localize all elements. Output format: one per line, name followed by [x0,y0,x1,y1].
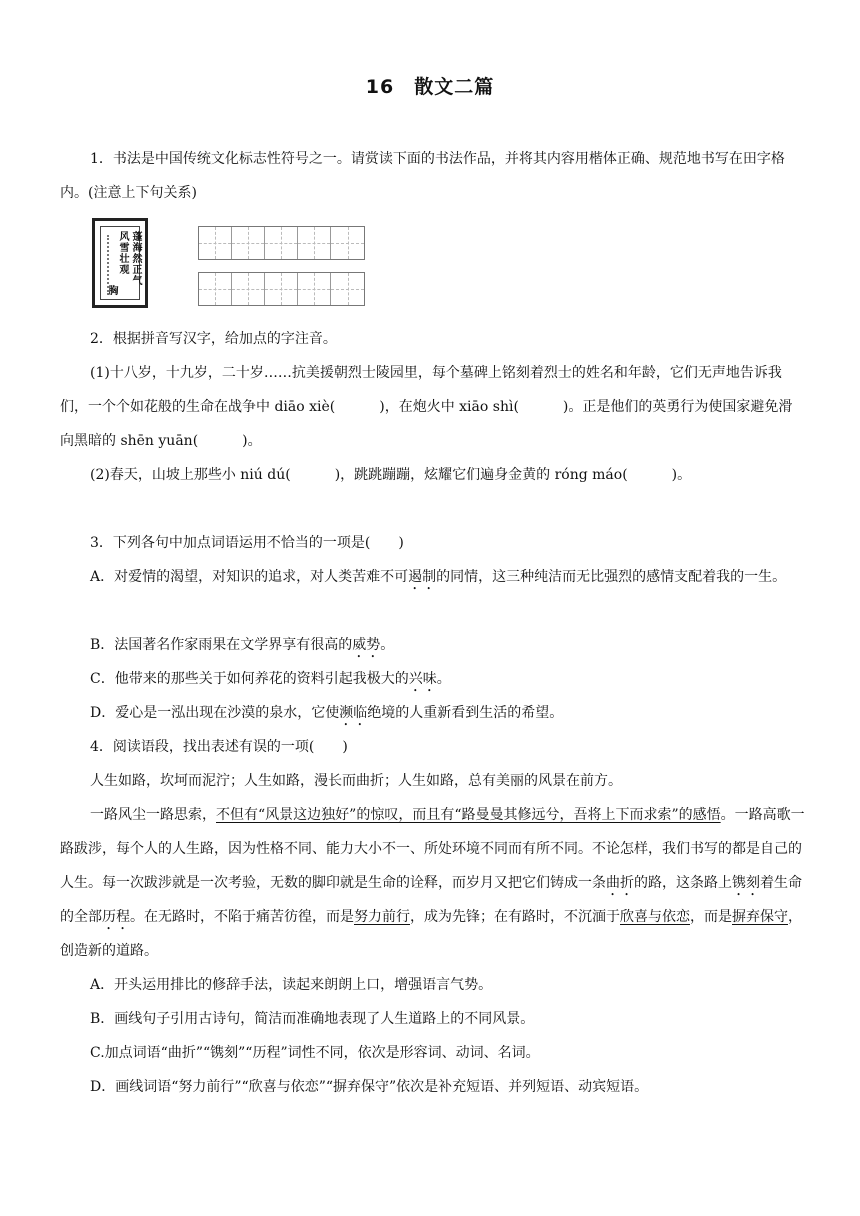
calligraphy-image [92,218,148,308]
dotted-word: 镌刻 [732,875,760,891]
underlined-sentence: 不但有“风景这边独好”的惊叹，而且有“路曼曼其修远兮，吾将上下而求索”的感悟 [216,807,721,823]
page-title: 16 散文二篇 [365,76,495,98]
passage-text: 一路风尘一路思索， [90,807,216,823]
question-1-stem: 1．书法是中国传统文化标志性符号之一。请赏读下面的书法作品，并将其内容用楷体正确、规范地书写在田字格内。(注意上下句关系) [60,151,785,201]
passage-text: ，成为先锋；在有路时，不沉湎于 [410,909,620,925]
question-3-option-d [60,696,805,730]
question-4-stem: 4．阅读语段，找出表述有误的一项( ) [90,739,348,755]
calligraphy-column-right: 蓬海然正气 [130,231,141,286]
q2-p1-text-d: )。 [242,433,262,449]
q3-d-text: D．爱心是一泓出现在沙漠的泉水，它使 [90,705,340,721]
tianzige-cell[interactable] [331,273,364,305]
calligraphy-column-middle: 风雪壮观 [117,231,128,275]
tianzige-cell[interactable] [199,227,232,259]
tianzige-cell[interactable] [232,227,265,259]
passage-text: 。一路高歌一路跋涉，每个人的人生路，因为性格不同、能力大小不一、所处环境不同而有所不同。不论怎样，我们书写的都是自己的人生。每一次跋涉就是一次考验，无数的脚印就是生命的诠释，而岁月又把它们铸成一条 [60,807,805,891]
question-1-text [60,142,805,210]
question-4-option-c: C.加点词语“曲折”“镌刻”“历程”词性不同，依次是形容词、动词、名词。 [90,1045,540,1061]
q3-c-text: C．他带来的那些关于如何养花的资料引起我极大的 [90,671,409,687]
q2-p2-text-a: (2)春天，山坡上那些小 niú dú( [90,467,291,483]
q3-a-text-post: 的同情，这三种纯洁而无比强烈的感情支配着我的一生。 [436,569,787,585]
q2-p2-text-c: )。 [671,467,692,483]
tianzige-row-1[interactable] [198,226,365,260]
q2-p1-text-b: )，在炮火中 xiāo shì( [379,399,519,415]
question-4-option-d: D．画线词语“努力前行”“欣喜与依恋”“摒弃保守”依次是补充短语、并列短语、动宾短语。 [90,1079,649,1095]
passage-text: ，而是 [690,909,732,925]
q3-d-text-post: 绝境的人重新看到生活的希望。 [367,705,564,721]
question-4-passage [60,798,805,968]
passage-text: ，创造新的道路。 [60,909,802,959]
q3-a-text: A．对爱情的渴望，对知识的追求，对人类苦难不可 [90,569,409,585]
tianzige-cell[interactable] [331,227,364,259]
tianzige-cell[interactable] [265,273,298,305]
question-2-stem: 2．根据拼音写汉字，给加点的字注音。 [90,331,337,347]
dotted-word: 濒临 [339,705,368,721]
passage-text: 。在无路时，不陷于痛苦彷徨，而是 [130,909,354,925]
underlined-word: 欣喜与依恋 [620,909,690,925]
tianzige-row-2[interactable] [198,272,365,306]
dotted-word: 曲折 [606,875,634,891]
question-2-part-1 [60,356,805,458]
q3-b-text: B．法国著名作家雨果在文学界享有很高的 [90,637,353,653]
passage-text: 着生命的全部 [60,875,802,925]
question-4-option-b: B．画线句子引用古诗句，简洁而准确地表现了人生道路上的不同风景。 [90,1011,535,1027]
q3-b-text-post: 。 [380,637,395,653]
q2-p1-text-c: )。正是他们的英勇行为使国家避免滑向黑暗的 shēn yuān( [60,399,793,449]
tianzige-cell[interactable] [298,227,331,259]
dotted-word: 历程 [102,909,130,925]
q2-p1-text-a: (1)十八岁，十九岁，二十岁……抗美援朝烈士陵园里，每个墓碑上铭刻着烈士的姓名和年龄，它们无声地告诉我们，一个个如花般的生命在战争中 diāo xiè( [60,365,782,415]
dotted-word: 兴味 [408,671,437,687]
tianzige-cell[interactable] [232,273,265,305]
calligraphy-column-left: 胸 [106,285,117,296]
underlined-word: 摒弃保守 [732,909,788,925]
underlined-word: 努力前行 [354,909,410,925]
q2-p2-text-b: )，跳跳蹦蹦，炫耀它们遍身金黄的 róng máo( [334,467,628,483]
question-3-option-c [60,662,805,696]
question-3-option-a [60,560,805,594]
passage-text: 的路，这条路上 [634,875,732,891]
question-3-option-b [60,628,805,662]
question-4-passage-line-1: 人生如路，坎坷而泥泞；人生如路，漫长而曲折；人生如路，总有美丽的风景在前方。 [90,773,622,789]
tianzige-cell[interactable] [298,273,331,305]
question-2-part-2 [60,458,805,492]
q3-c-text-post: 。 [436,671,451,687]
tianzige-cell[interactable] [199,273,232,305]
question-4-option-a: A．开头运用排比的修辞手法，读起来朗朗上口，增强语言气势。 [90,977,493,993]
question-3-stem: 3．下列各句中加点词语运用不恰当的一项是( ) [90,535,404,551]
dotted-word: 遏制 [408,569,437,585]
dotted-word: 威势 [352,637,381,653]
tianzige-cell[interactable] [265,227,298,259]
